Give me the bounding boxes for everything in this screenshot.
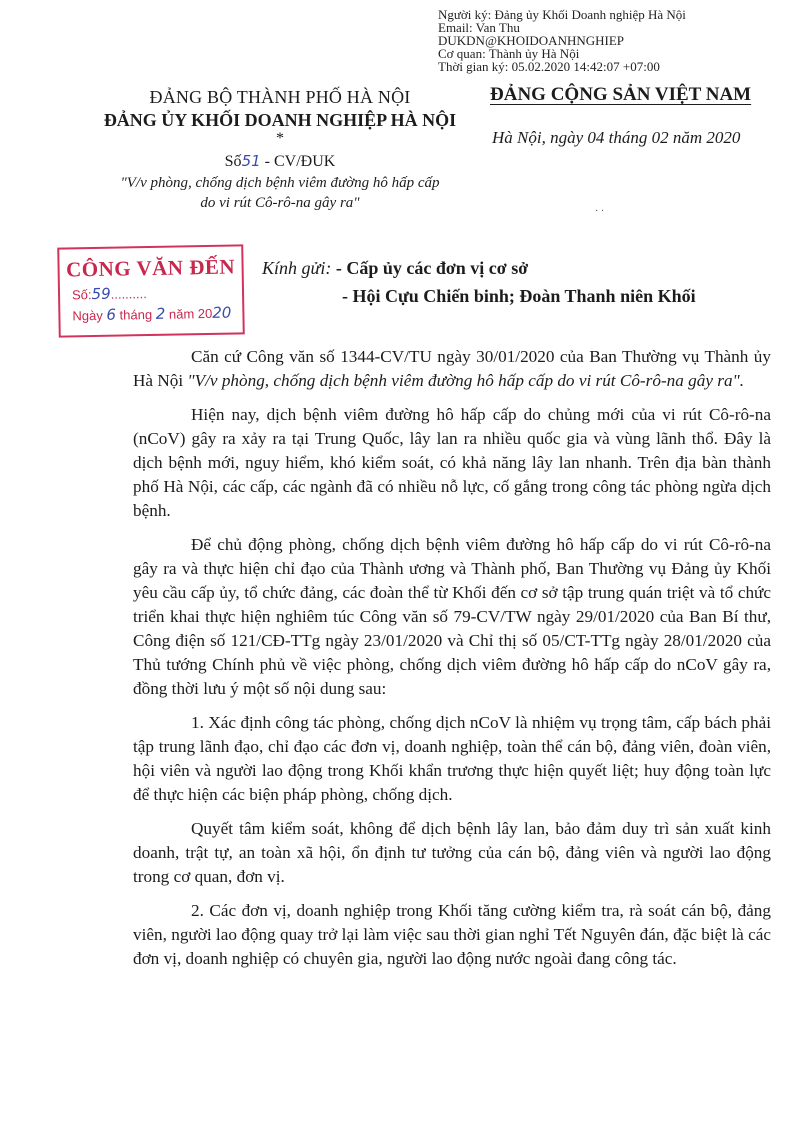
p1-text: Căn cứ Công văn số 1344-CV/TU ngày 30/01/2020 của Ban Thường vụ Thành ủy Hà Nội <box>133 347 771 390</box>
issuing-organization <box>70 86 490 213</box>
stamp-nam-value: 20 <box>212 303 232 322</box>
body-paragraph-5: Quyết tâm kiểm soát, không để dịch bệnh lây lan, bảo đảm duy trì sản xuất kinh doanh, trật tự, an toàn xã hội, ổn định tư tưởng của cán bộ, đảng viên và người lao động trong cơ quan, đơn vị. <box>133 819 771 886</box>
signature-agency: Cơ quan: Thành ủy Hà Nội <box>438 46 580 61</box>
scan-speck: · · <box>595 206 605 217</box>
subject-line-1: "V/v phòng, chống dịch bệnh viêm đường hô hấp cấp <box>120 175 440 191</box>
signature-signer: Người ký: Đảng ủy Khối Doanh nghiệp Hà Nội <box>438 7 686 22</box>
recipients <box>262 254 696 310</box>
body-paragraph-1 <box>133 345 771 393</box>
digital-signature <box>438 8 686 73</box>
stamp-nam-label: năm 20 <box>168 305 213 322</box>
stamp-so-label: Số: <box>71 287 92 303</box>
recipient-item: - Cấp ủy các đơn vị cơ sở <box>335 258 529 278</box>
signature-email-domain: DUKDN@KHOIDOANHNGHIEP <box>438 33 625 48</box>
body-paragraph-2: Hiện nay, dịch bệnh viêm đường hô hấp cấp do chủng mới của vi rút Cô-rô-na (nCoV) gây ra xảy ra tại Trung Quốc, lây lan ra nhiều quốc gia và vùng lãnh thổ. Đây là dịch bệnh mới, nguy hiểm, khó kiểm soát, có khả năng lây lan nhanh. Trên địa bàn thành phố Hà Nội, các cấp, các ngành đã có nhiều nỗ lực, cố gắng trong công tác phòng ngừa dịch bệnh. <box>133 405 771 520</box>
doc-number-handwritten: 51 <box>241 152 261 170</box>
doc-number-prefix: Số <box>224 153 242 170</box>
org-parent: ĐẢNG BỘ THÀNH PHỐ HÀ NỘI <box>149 87 411 107</box>
stamp-date-line <box>72 303 242 324</box>
stamp-so-value: 59 <box>91 284 111 304</box>
document-number <box>70 150 490 173</box>
stamp-ngay-value: 6 <box>106 305 117 324</box>
party-name: ĐẢNG CỘNG SẢN VIỆT NAM <box>490 84 752 105</box>
org-name: ĐẢNG ỦY KHỐI DOANH NGHIỆP HÀ NỘI <box>103 110 457 130</box>
recipient-line-1 <box>262 254 696 282</box>
body-paragraph-6: 2. Các đơn vị, doanh nghiệp trong Khối tăng cường kiểm tra, rà soát cán bộ, đảng viên, người lao động quay trở lại làm việc sau thời gian nghỉ Tết Nguyên đán, đặc biệt là các đơn vị, doanh nghiệp có chuyên gia, người lao động nước ngoài đang công tác. <box>133 901 771 968</box>
stamp-so-dots: .......... <box>110 286 147 302</box>
signature-email: Email: Van Thu <box>438 20 520 35</box>
recipient-item: - Hội Cựu Chiến binh; Đoàn Thanh niên Khối <box>342 286 696 306</box>
stamp-number-line <box>72 282 242 303</box>
p1-subject-quote: "V/v phòng, chống dịch bệnh viêm đường hô hấp cấp do vi rút Cô-rô-na gây ra". <box>187 371 745 390</box>
date-line: Hà Nội, ngày 04 tháng 02 năm 2020 <box>492 128 741 147</box>
stamp-ngay-label: Ngày <box>72 307 103 324</box>
stamp-thang-label: tháng <box>119 306 153 323</box>
doc-number-suffix: - CV/ĐUK <box>264 153 336 170</box>
body-paragraph-4: 1. Xác định công tác phòng, chống dịch nCoV là nhiệm vụ trọng tâm, cấp bách phải tập trung lãnh đạo, chỉ đạo các đơn vị, doanh nghiệp, toàn thể cán bộ, đảng viên, đoàn viên, hội viên và người lao động trong Khối khẩn trương thực hiện quyết liệt; huy động toàn lực để thực hiện các biện pháp phòng, chống dịch. <box>133 713 771 804</box>
stamp-thang-value: 2 <box>155 304 166 323</box>
document-body <box>133 345 771 981</box>
incoming-document-stamp <box>57 244 245 337</box>
subject-line-2: do vi rút Cô-rô-na gây ra" <box>200 195 360 211</box>
body-paragraph-3: Để chủ động phòng, chống dịch bệnh viêm đường hô hấp cấp do vi rút Cô-rô-na gây ra và thực hiện chỉ đạo của Thành ương và Thành phố, Ban Thường vụ Đảng ủy Khối yêu cầu cấp ủy, tổ chức đảng, các đoàn thể từ Khối đến cơ sở tập trung quán triệt và tổ chức triển khai thực hiện nghiêm túc Công văn số 79-CV/TW ngày 29/01/2020 của Ban Bí thư, Công điện số 121/CĐ-TTg ngày 23/01/2020 và Chỉ thị số 05/CT-TTg ngày 28/01/2020 của Thủ tướng Chính phủ về việc phòng, chống dịch viêm đường hô hấp cấp do nCoV gây ra, đồng thời lưu ý một số nội dung sau: <box>133 535 771 698</box>
org-star: * <box>276 130 284 147</box>
stamp-title: CÔNG VĂN ĐẾN <box>65 254 236 282</box>
recipients-label: Kính gửi: <box>262 258 332 278</box>
signature-time: Thời gian ký: 05.02.2020 14:42:07 +07:00 <box>438 59 660 74</box>
